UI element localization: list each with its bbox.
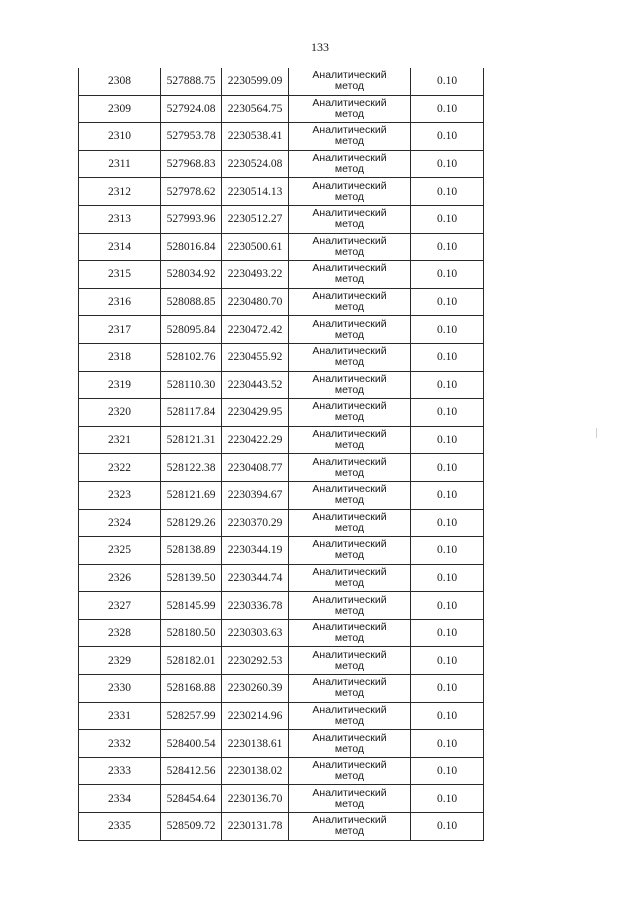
method-cell	[289, 68, 411, 95]
accuracy-cell: 0.10	[411, 123, 484, 151]
point-number-cell: 2327	[79, 592, 161, 620]
accuracy-cell: 0.10	[411, 509, 484, 537]
table-row	[79, 205, 484, 233]
method-label-line1: Аналитический	[312, 455, 387, 468]
y-coordinate-cell: 2230344.19	[222, 537, 289, 565]
method-cell	[289, 261, 411, 289]
method-label-line2: метод	[334, 632, 365, 645]
method-label-line1: Аналитический	[312, 565, 387, 578]
accuracy-cell: 0.10	[411, 537, 484, 565]
y-coordinate-cell: 2230524.08	[222, 150, 289, 178]
point-number-cell: 2320	[79, 399, 161, 427]
x-coordinate-cell: 527968.83	[161, 150, 222, 178]
method-label-line2: метод	[334, 466, 365, 479]
accuracy-cell: 0.10	[411, 647, 484, 675]
method-label-line1: Аналитический	[312, 648, 387, 661]
method-label-line2: метод	[334, 797, 365, 810]
method-label-line2: метод	[334, 80, 365, 93]
y-coordinate-cell: 2230480.70	[222, 288, 289, 316]
method-cell	[289, 702, 411, 730]
method-label-line1: Аналитический	[312, 179, 387, 192]
method-label-line1: Аналитический	[312, 786, 387, 799]
point-number-cell: 2325	[79, 537, 161, 565]
method-label-line1: Аналитический	[312, 759, 387, 772]
y-coordinate-cell: 2230472.42	[222, 316, 289, 344]
method-label-line2: метод	[334, 328, 365, 341]
accuracy-cell: 0.10	[411, 481, 484, 509]
coordinates-table	[78, 68, 484, 841]
method-label-line1: Аналитический	[312, 152, 387, 165]
point-number-cell: 2319	[79, 371, 161, 399]
x-coordinate-cell: 528102.76	[161, 343, 222, 371]
method-label-line1: Аналитический	[312, 290, 387, 303]
method-label-line1: Аналитический	[312, 96, 387, 109]
point-number-cell: 2334	[79, 785, 161, 813]
method-cell	[289, 316, 411, 344]
method-label-line2: метод	[334, 742, 365, 755]
method-label-line1: Аналитический	[312, 400, 387, 413]
point-number-cell: 2316	[79, 288, 161, 316]
x-coordinate-cell: 528145.99	[161, 592, 222, 620]
method-label-line2: метод	[334, 439, 365, 452]
accuracy-cell: 0.10	[411, 68, 484, 95]
accuracy-cell: 0.10	[411, 702, 484, 730]
table-row	[79, 702, 484, 730]
method-cell	[289, 123, 411, 151]
method-label-line1: Аналитический	[312, 428, 387, 441]
y-coordinate-cell: 2230538.41	[222, 123, 289, 151]
accuracy-cell: 0.10	[411, 785, 484, 813]
y-coordinate-cell: 2230599.09	[222, 68, 289, 95]
method-cell	[289, 178, 411, 206]
method-label-line2: метод	[334, 411, 365, 424]
point-number-cell: 2331	[79, 702, 161, 730]
method-label-line1: Аналитический	[312, 676, 387, 689]
method-label-line2: метод	[334, 687, 365, 700]
accuracy-cell: 0.10	[411, 316, 484, 344]
x-coordinate-cell: 528095.84	[161, 316, 222, 344]
method-label-line2: метод	[334, 494, 365, 507]
accuracy-cell: 0.10	[411, 730, 484, 758]
accuracy-cell: 0.10	[411, 233, 484, 261]
method-cell	[289, 426, 411, 454]
table-row	[79, 481, 484, 509]
table-row	[79, 592, 484, 620]
point-number-cell: 2309	[79, 95, 161, 123]
method-label-line2: метод	[334, 576, 365, 589]
y-coordinate-cell: 2230214.96	[222, 702, 289, 730]
point-number-cell: 2332	[79, 730, 161, 758]
table-row	[79, 123, 484, 151]
x-coordinate-cell: 527953.78	[161, 123, 222, 151]
table-row	[79, 178, 484, 206]
y-coordinate-cell: 2230292.53	[222, 647, 289, 675]
y-coordinate-cell: 2230138.02	[222, 757, 289, 785]
y-coordinate-cell: 2230408.77	[222, 454, 289, 482]
method-label-line1: Аналитический	[312, 207, 387, 220]
method-cell	[289, 785, 411, 813]
point-number-cell: 2326	[79, 564, 161, 592]
method-label-line2: метод	[334, 383, 365, 396]
y-coordinate-cell: 2230500.61	[222, 233, 289, 261]
table-row	[79, 564, 484, 592]
method-cell	[289, 205, 411, 233]
point-number-cell: 2313	[79, 205, 161, 233]
point-number-cell: 2330	[79, 675, 161, 703]
y-coordinate-cell: 2230336.78	[222, 592, 289, 620]
scan-edge-mark	[596, 428, 597, 438]
method-cell	[289, 564, 411, 592]
table-row	[79, 261, 484, 289]
method-label-line2: метод	[334, 770, 365, 783]
accuracy-cell: 0.10	[411, 371, 484, 399]
method-cell	[289, 343, 411, 371]
x-coordinate-cell: 528088.85	[161, 288, 222, 316]
accuracy-cell: 0.10	[411, 564, 484, 592]
method-cell	[289, 371, 411, 399]
table-row	[79, 813, 484, 841]
x-coordinate-cell: 527993.96	[161, 205, 222, 233]
method-label-line2: метод	[334, 825, 365, 838]
x-coordinate-cell: 528400.54	[161, 730, 222, 758]
table-row	[79, 426, 484, 454]
method-label-line2: метод	[334, 301, 365, 314]
method-label-line2: метод	[334, 190, 365, 203]
method-cell	[289, 757, 411, 785]
table-row	[79, 316, 484, 344]
method-cell	[289, 95, 411, 123]
point-number-cell: 2310	[79, 123, 161, 151]
accuracy-cell: 0.10	[411, 454, 484, 482]
x-coordinate-cell: 528129.26	[161, 509, 222, 537]
method-label-line2: метод	[334, 107, 365, 120]
table-row	[79, 785, 484, 813]
accuracy-cell: 0.10	[411, 813, 484, 841]
method-label-line2: метод	[334, 604, 365, 617]
method-label-line1: Аналитический	[312, 372, 387, 385]
point-number-cell: 2322	[79, 454, 161, 482]
method-cell	[289, 675, 411, 703]
method-label-line2: метод	[334, 549, 365, 562]
method-label-line1: Аналитический	[312, 703, 387, 716]
point-number-cell: 2318	[79, 343, 161, 371]
y-coordinate-cell: 2230138.61	[222, 730, 289, 758]
x-coordinate-cell: 528121.69	[161, 481, 222, 509]
y-coordinate-cell: 2230429.95	[222, 399, 289, 427]
method-cell	[289, 592, 411, 620]
y-coordinate-cell: 2230514.13	[222, 178, 289, 206]
point-number-cell: 2329	[79, 647, 161, 675]
x-coordinate-cell: 528180.50	[161, 619, 222, 647]
point-number-cell: 2335	[79, 813, 161, 841]
x-coordinate-cell: 527978.62	[161, 178, 222, 206]
table-row	[79, 68, 484, 95]
accuracy-cell: 0.10	[411, 619, 484, 647]
point-number-cell: 2333	[79, 757, 161, 785]
point-number-cell: 2311	[79, 150, 161, 178]
y-coordinate-cell: 2230303.63	[222, 619, 289, 647]
table-row	[79, 343, 484, 371]
method-cell	[289, 150, 411, 178]
method-label-line1: Аналитический	[312, 317, 387, 330]
point-number-cell: 2314	[79, 233, 161, 261]
table-row	[79, 399, 484, 427]
point-number-cell: 2323	[79, 481, 161, 509]
x-coordinate-cell: 528016.84	[161, 233, 222, 261]
x-coordinate-cell: 528110.30	[161, 371, 222, 399]
page-number: 133	[311, 40, 329, 54]
method-label-line2: метод	[334, 163, 365, 176]
method-label-line2: метод	[334, 135, 365, 148]
x-coordinate-cell: 528034.92	[161, 261, 222, 289]
table-row	[79, 619, 484, 647]
point-number-cell: 2321	[79, 426, 161, 454]
method-label-line1: Аналитический	[312, 731, 387, 744]
table-row	[79, 757, 484, 785]
method-cell	[289, 619, 411, 647]
method-label-line1: Аналитический	[312, 234, 387, 247]
y-coordinate-cell: 2230136.70	[222, 785, 289, 813]
method-label-line1: Аналитический	[312, 621, 387, 634]
method-cell	[289, 730, 411, 758]
method-label-line2: метод	[334, 521, 365, 534]
x-coordinate-cell: 528182.01	[161, 647, 222, 675]
table-row	[79, 150, 484, 178]
table-row	[79, 675, 484, 703]
method-cell	[289, 481, 411, 509]
y-coordinate-cell: 2230394.67	[222, 481, 289, 509]
x-coordinate-cell: 528454.64	[161, 785, 222, 813]
method-label-line2: метод	[334, 218, 365, 231]
accuracy-cell: 0.10	[411, 178, 484, 206]
table-row	[79, 233, 484, 261]
method-cell	[289, 454, 411, 482]
x-coordinate-cell: 528168.88	[161, 675, 222, 703]
x-coordinate-cell: 528117.84	[161, 399, 222, 427]
x-coordinate-cell: 528121.31	[161, 426, 222, 454]
y-coordinate-cell: 2230443.52	[222, 371, 289, 399]
method-cell	[289, 647, 411, 675]
point-number-cell: 2315	[79, 261, 161, 289]
x-coordinate-cell: 527888.75	[161, 68, 222, 95]
x-coordinate-cell: 528257.99	[161, 702, 222, 730]
method-label-line2: метод	[334, 714, 365, 727]
x-coordinate-cell: 528412.56	[161, 757, 222, 785]
x-coordinate-cell: 528138.89	[161, 537, 222, 565]
table-row	[79, 95, 484, 123]
method-label-line2: метод	[334, 659, 365, 672]
method-label-line1: Аналитический	[312, 124, 387, 137]
table-row	[79, 730, 484, 758]
point-number-cell: 2324	[79, 509, 161, 537]
method-label-line1: Аналитический	[312, 262, 387, 275]
accuracy-cell: 0.10	[411, 205, 484, 233]
point-number-cell: 2308	[79, 68, 161, 95]
table-row	[79, 537, 484, 565]
accuracy-cell: 0.10	[411, 288, 484, 316]
x-coordinate-cell: 528122.38	[161, 454, 222, 482]
accuracy-cell: 0.10	[411, 95, 484, 123]
y-coordinate-cell: 2230564.75	[222, 95, 289, 123]
accuracy-cell: 0.10	[411, 150, 484, 178]
accuracy-cell: 0.10	[411, 343, 484, 371]
method-label-line1: Аналитический	[312, 510, 387, 523]
y-coordinate-cell: 2230422.29	[222, 426, 289, 454]
table-row	[79, 371, 484, 399]
method-cell	[289, 288, 411, 316]
method-cell	[289, 537, 411, 565]
point-number-cell: 2312	[79, 178, 161, 206]
method-label-line1: Аналитический	[312, 538, 387, 551]
y-coordinate-cell: 2230131.78	[222, 813, 289, 841]
method-cell	[289, 509, 411, 537]
y-coordinate-cell: 2230370.29	[222, 509, 289, 537]
method-label-line2: метод	[334, 356, 365, 369]
method-label-line1: Аналитический	[312, 345, 387, 358]
method-label-line1: Аналитический	[312, 483, 387, 496]
y-coordinate-cell: 2230344.74	[222, 564, 289, 592]
y-coordinate-cell: 2230455.92	[222, 343, 289, 371]
point-number-cell: 2317	[79, 316, 161, 344]
y-coordinate-cell: 2230493.22	[222, 261, 289, 289]
accuracy-cell: 0.10	[411, 399, 484, 427]
accuracy-cell: 0.10	[411, 675, 484, 703]
y-coordinate-cell: 2230260.39	[222, 675, 289, 703]
table-row	[79, 647, 484, 675]
method-cell	[289, 399, 411, 427]
table-row	[79, 454, 484, 482]
method-label-line1: Аналитический	[312, 69, 387, 82]
accuracy-cell: 0.10	[411, 261, 484, 289]
method-cell	[289, 233, 411, 261]
method-label-line2: метод	[334, 273, 365, 286]
accuracy-cell: 0.10	[411, 592, 484, 620]
point-number-cell: 2328	[79, 619, 161, 647]
y-coordinate-cell: 2230512.27	[222, 205, 289, 233]
x-coordinate-cell: 527924.08	[161, 95, 222, 123]
accuracy-cell: 0.10	[411, 757, 484, 785]
method-label-line2: метод	[334, 245, 365, 258]
accuracy-cell: 0.10	[411, 426, 484, 454]
x-coordinate-cell: 528139.50	[161, 564, 222, 592]
x-coordinate-cell: 528509.72	[161, 813, 222, 841]
method-label-line1: Аналитический	[312, 593, 387, 606]
table-row	[79, 509, 484, 537]
method-label-line1: Аналитический	[312, 814, 387, 827]
method-cell	[289, 813, 411, 841]
table-row	[79, 288, 484, 316]
